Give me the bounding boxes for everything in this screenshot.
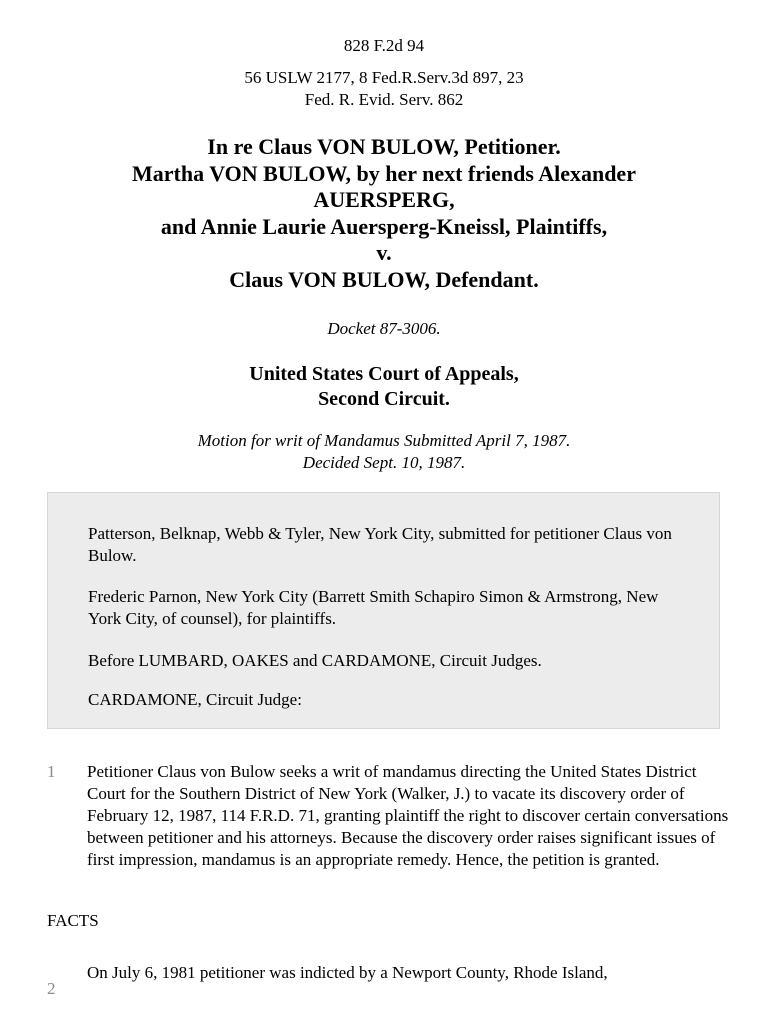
docket-number: Docket 87-3006. [327, 319, 441, 338]
caption-line: AUERSPERG, [313, 187, 455, 212]
court-name-line1: United States Court of Appeals, [249, 363, 519, 385]
caption-line: and Annie Laurie Auersperg-Kneissl, Plaintiffs, [160, 213, 608, 239]
counsel-petitioner: Patterson, Belknap, Webb & Tyler, New York City, submitted for petitioner Claus von Bulow. [88, 524, 672, 565]
decided-date: Decided Sept. 10, 1987. [302, 453, 466, 472]
paragraph-number: 1 [47, 762, 56, 781]
citation-reporter: 828 F.2d 94 [343, 36, 425, 55]
counsel-box [47, 492, 720, 729]
opinion-author: CARDAMONE, Circuit Judge: [88, 690, 302, 709]
caption-line: Claus VON BULOW, Defendant. [229, 266, 539, 292]
case-caption [0, 134, 768, 293]
case-dates [0, 430, 768, 474]
citation-parallel-line1: 56 USLW 2177, 8 Fed.R.Serv.3d 897, 23 [244, 68, 524, 87]
counsel-plaintiffs: Frederic Parnon, New York City (Barrett Smith Schapiro Simon & Armstrong, New York City, of counsel), for plaintiffs. [88, 587, 659, 628]
caption-line: v. [376, 240, 392, 265]
court-name-line2: Second Circuit. [318, 388, 450, 410]
citation-parallel [0, 67, 768, 111]
section-heading: FACTS [47, 911, 99, 930]
submitted-date: Motion for writ of Mandamus Submitted April 7, 1987. [197, 431, 571, 450]
caption-line: Martha VON BULOW, by her next friends Alexander [132, 160, 636, 186]
opinion-paragraph: Petitioner Claus von Bulow seeks a writ of mandamus directing the United States District Court for the Southern District of New York (Walker, J.) to vacate its discovery order of February 12, 1987, 114 F.R.D. 71, granting plaintiff the right to discover certain conversations between petitioner and his attorneys. Because the discovery order raises significant issues of first impression, mandamus is an appropriate remedy. Hence, the petition is granted. [87, 762, 729, 869]
panel-judges: Before LUMBARD, OAKES and CARDAMONE, Circuit Judges. [88, 651, 542, 670]
opinion-paragraph: On July 6, 1981 petitioner was indicted by a Newport County, Rhode Island, [87, 963, 608, 982]
court-name [0, 362, 768, 412]
paragraph-number: 2 [47, 979, 56, 998]
caption-line: In re Claus VON BULOW, Petitioner. [207, 134, 561, 159]
citation-parallel-line2: Fed. R. Evid. Serv. 862 [304, 90, 464, 109]
